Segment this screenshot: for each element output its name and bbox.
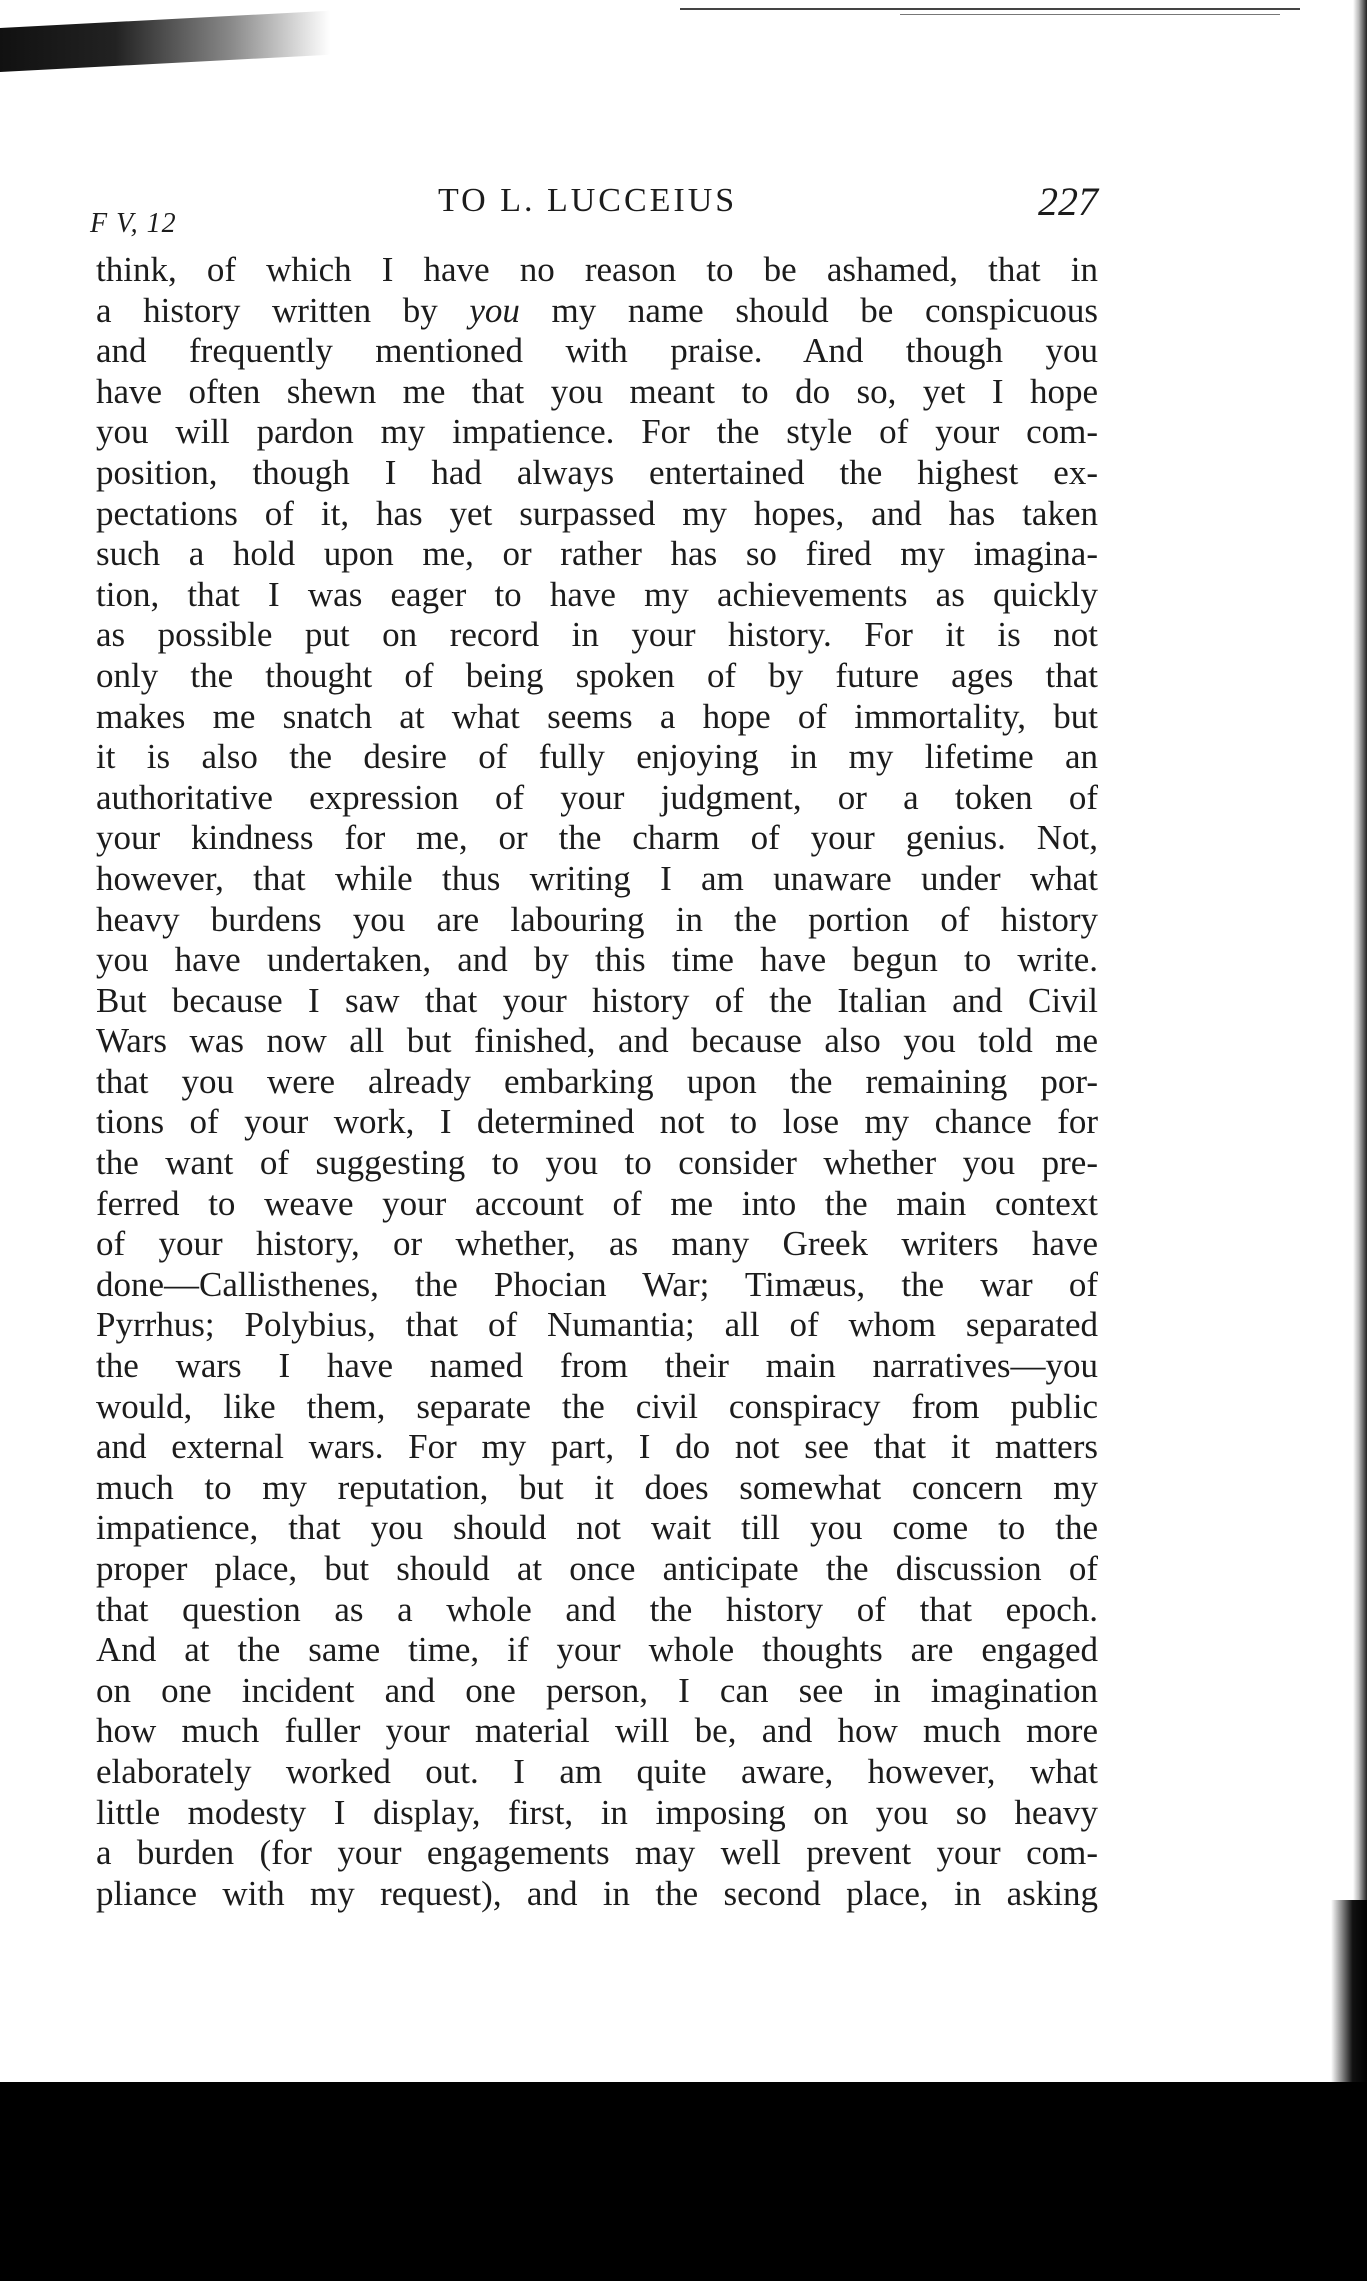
text-line: of your history, or whether, as many Greek writers have <box>96 1224 1098 1264</box>
running-title: TO L. LUCCEIUS <box>438 182 738 219</box>
text-line: think, of which I have no reason to be ashamed, that in <box>96 250 1098 289</box>
body-text <box>96 250 1098 1914</box>
text-line: makes me snatch at what seems a hope of immortality, but <box>96 696 1098 736</box>
text-line: done—Callisthenes, the Phocian War; Timæus, the war of <box>96 1264 1098 1304</box>
text-line: would, like them, separate the civil conspiracy from public <box>96 1386 1098 1426</box>
scan-rule-top <box>680 8 1300 10</box>
text-line: only the thought of being spoken of by future ages that <box>96 655 1098 695</box>
text-line: you will pardon my impatience. For the style of your com- <box>96 412 1098 452</box>
text-line: And at the same time, if your whole thoughts are engaged <box>96 1630 1098 1670</box>
letter-reference: F V, 12 <box>90 208 177 239</box>
text-line: position, though I had always entertained the highest ex- <box>96 452 1098 492</box>
scan-rule-top-secondary <box>900 14 1280 15</box>
text-line: on one incident and one person, I can see in imagination <box>96 1670 1098 1710</box>
text-line: a burden (for your engagements may well prevent your com- <box>96 1833 1098 1873</box>
text-line: Pyrrhus; Polybius, that of Numantia; all of whom separated <box>96 1305 1098 1345</box>
text-line: the want of suggesting to you to consider whether you pre- <box>96 1143 1098 1183</box>
text-line: how much fuller your material will be, and how much more <box>96 1711 1098 1751</box>
page-header <box>78 168 1098 239</box>
text-line: little modesty I display, first, in imposing on you so heavy <box>96 1792 1098 1832</box>
text-line: such a hold upon me, or rather has so fired my imagina- <box>96 534 1098 574</box>
text-line: much to my reputation, but it does somewhat concern my <box>96 1467 1098 1507</box>
text-line: that you were already embarking upon the remaining por- <box>96 1061 1098 1101</box>
text-line: a history written by you my name should be conspicuous <box>96 290 1098 330</box>
text-line: heavy burdens you are labouring in the portion of history <box>96 899 1098 939</box>
text-line: tions of your work, I determined not to lose my chance for <box>96 1102 1098 1142</box>
scan-bottom-border <box>0 2082 1367 2281</box>
text-line: and frequently mentioned with praise. And though you <box>96 331 1098 371</box>
text-line: proper place, but should at once anticipate the discussion of <box>96 1549 1098 1588</box>
text-line: pliance with my request), and in the second place, in asking <box>96 1873 1098 1913</box>
text-line: pectations of it, has yet surpassed my hopes, and has taken <box>96 493 1098 533</box>
text-line: elaborately worked out. I am quite aware, however, what <box>96 1751 1098 1791</box>
text-line: that question as a whole and the history of that epoch. <box>96 1589 1098 1629</box>
text-line: impatience, that you should not wait till you come to the <box>96 1508 1098 1548</box>
text-line: as possible put on record in your history. For it is not <box>96 615 1098 655</box>
text-line: your kindness for me, or the charm of your genius. Not, <box>96 818 1098 858</box>
text-line: Wars was now all but finished, and because also you told me <box>96 1021 1098 1061</box>
text-line: and external wars. For my part, I do not see that it matters <box>96 1427 1098 1467</box>
text-line: tion, that I was eager to have my achievements as quickly <box>96 574 1098 614</box>
text-line: it is also the desire of fully enjoying in my lifetime an <box>96 737 1098 777</box>
text-line: the wars I have named from their main narratives—you <box>96 1346 1098 1386</box>
text-line: But because I saw that your history of the Italian and Civil <box>96 980 1098 1020</box>
text-line: authoritative expression of your judgment, or a token of <box>96 777 1098 817</box>
emphasis: you <box>469 290 520 330</box>
text-line: ferred to weave your account of me into the main context <box>96 1183 1098 1223</box>
text-line: however, that while thus writing I am unaware under what <box>96 858 1098 898</box>
page-number: 227 <box>1038 179 1098 224</box>
text-line: you have undertaken, and by this time have begun to write. <box>96 940 1098 980</box>
text-line: have often shewn me that you meant to do so, yet I hope <box>96 371 1098 411</box>
